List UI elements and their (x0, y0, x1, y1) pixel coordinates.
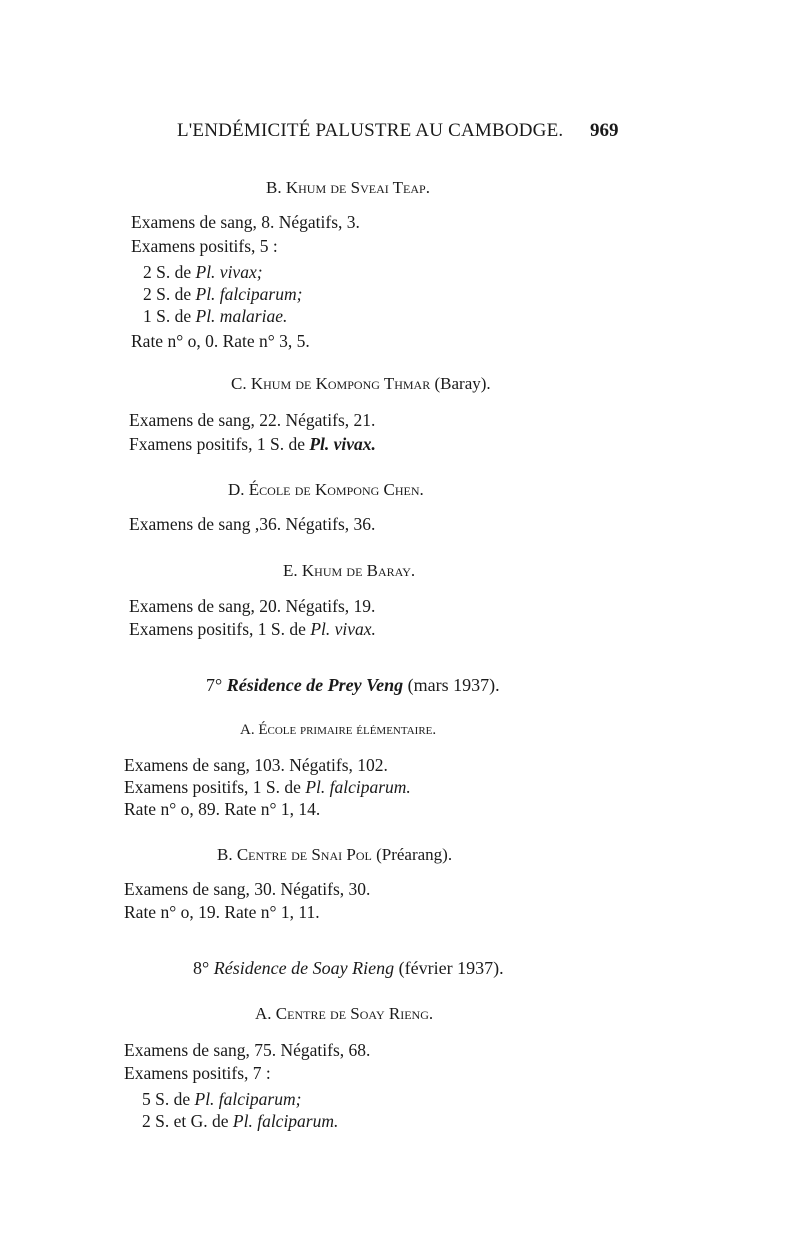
section-heading: A. Centre de Soay Rieng. (255, 1004, 434, 1023)
species-name: Pl. falciparum; (195, 284, 303, 304)
list-item (143, 284, 302, 305)
text-line: Rate n° o, 19. Rate n° 1, 11. (124, 902, 320, 922)
heading-suffix: (Baray). (434, 374, 491, 393)
residence-date: (mars 1937). (407, 675, 500, 695)
text-line: Examens de sang, 8. Négatifs, 3. (131, 212, 360, 232)
running-header: L'ENDÉMICITÉ PALUSTRE AU CAMBODGE. (177, 120, 564, 141)
text-line: Examens de sang, 103. Négatifs, 102. (124, 755, 388, 775)
species-name: Pl. falciparum. (305, 777, 411, 797)
text-line: Examens positifs, 5 : (131, 236, 278, 256)
residence-date: (février 1937). (398, 958, 504, 978)
text-line: Examens de sang, 75. Négatifs, 68. (124, 1040, 371, 1060)
text-line: Examens de sang, 22. Négatifs, 21. (129, 410, 376, 430)
list-item (142, 1111, 338, 1132)
heading-text: C. Khum de Kompong Thmar (231, 374, 431, 393)
text-line (129, 619, 376, 640)
list-item (143, 262, 263, 283)
section-heading: E. Khum de Baray. (283, 561, 416, 580)
text-part: Examens positifs, 1 S. de (124, 777, 306, 797)
species-name: Pl. vivax. (309, 434, 376, 454)
item-count: 1 (143, 306, 152, 326)
residence-heading (206, 675, 500, 696)
list-item (142, 1089, 301, 1110)
text-part: 5 S. de (142, 1089, 195, 1109)
text-part: Examens positifs, 1 S. de (129, 619, 311, 639)
text-line: Examens de sang, 20. Négatifs, 19. (129, 596, 376, 616)
text-part: Fxamens positifs, 1 S. de (129, 434, 310, 454)
section-heading (231, 374, 491, 394)
page-number: 969 (590, 120, 619, 141)
text-line: Examens de sang ,36. Négatifs, 36. (129, 514, 376, 534)
species-name: Pl. vivax; (195, 262, 263, 282)
residence-heading (193, 958, 504, 979)
section-heading (217, 845, 452, 865)
residence-name: Résidence de Soay Rieng (213, 958, 395, 978)
section-heading: A. École primaire élémentaire. (240, 722, 437, 738)
residence-number: 7° (206, 675, 223, 695)
item-text: S. de (151, 262, 196, 282)
species-name: Pl. falciparum. (232, 1111, 339, 1131)
section-heading: D. École de Kompong Chen. (228, 480, 424, 499)
heading-text: B. Centre de Snai Pol (217, 845, 372, 864)
section-heading: B. Khum de Sveai Teap. (266, 178, 430, 197)
species-name: Pl. malariae. (195, 306, 288, 326)
text-line (129, 434, 376, 455)
text-line (124, 777, 411, 798)
list-item (143, 306, 287, 327)
text-line: Examens positifs, 7 : (124, 1063, 271, 1083)
text-part: 2 S. et G. de (142, 1111, 233, 1131)
species-name: Pl. vivax. (310, 619, 376, 639)
item-count: 2 (143, 284, 152, 304)
item-count: 2 (143, 262, 152, 282)
item-text: S. de (151, 284, 196, 304)
text-line: Rate n° o, 89. Rate n° 1, 14. (124, 799, 321, 819)
item-text: S. de (151, 306, 196, 326)
text-line: Examens de sang, 30. Négatifs, 30. (124, 879, 371, 899)
residence-name: Résidence de Prey Veng (226, 675, 404, 695)
text-line: Rate n° o, 0. Rate n° 3, 5. (131, 331, 310, 351)
residence-number: 8° (193, 958, 210, 978)
species-name: Pl. falciparum; (194, 1089, 302, 1109)
heading-suffix: (Préarang). (376, 845, 453, 864)
